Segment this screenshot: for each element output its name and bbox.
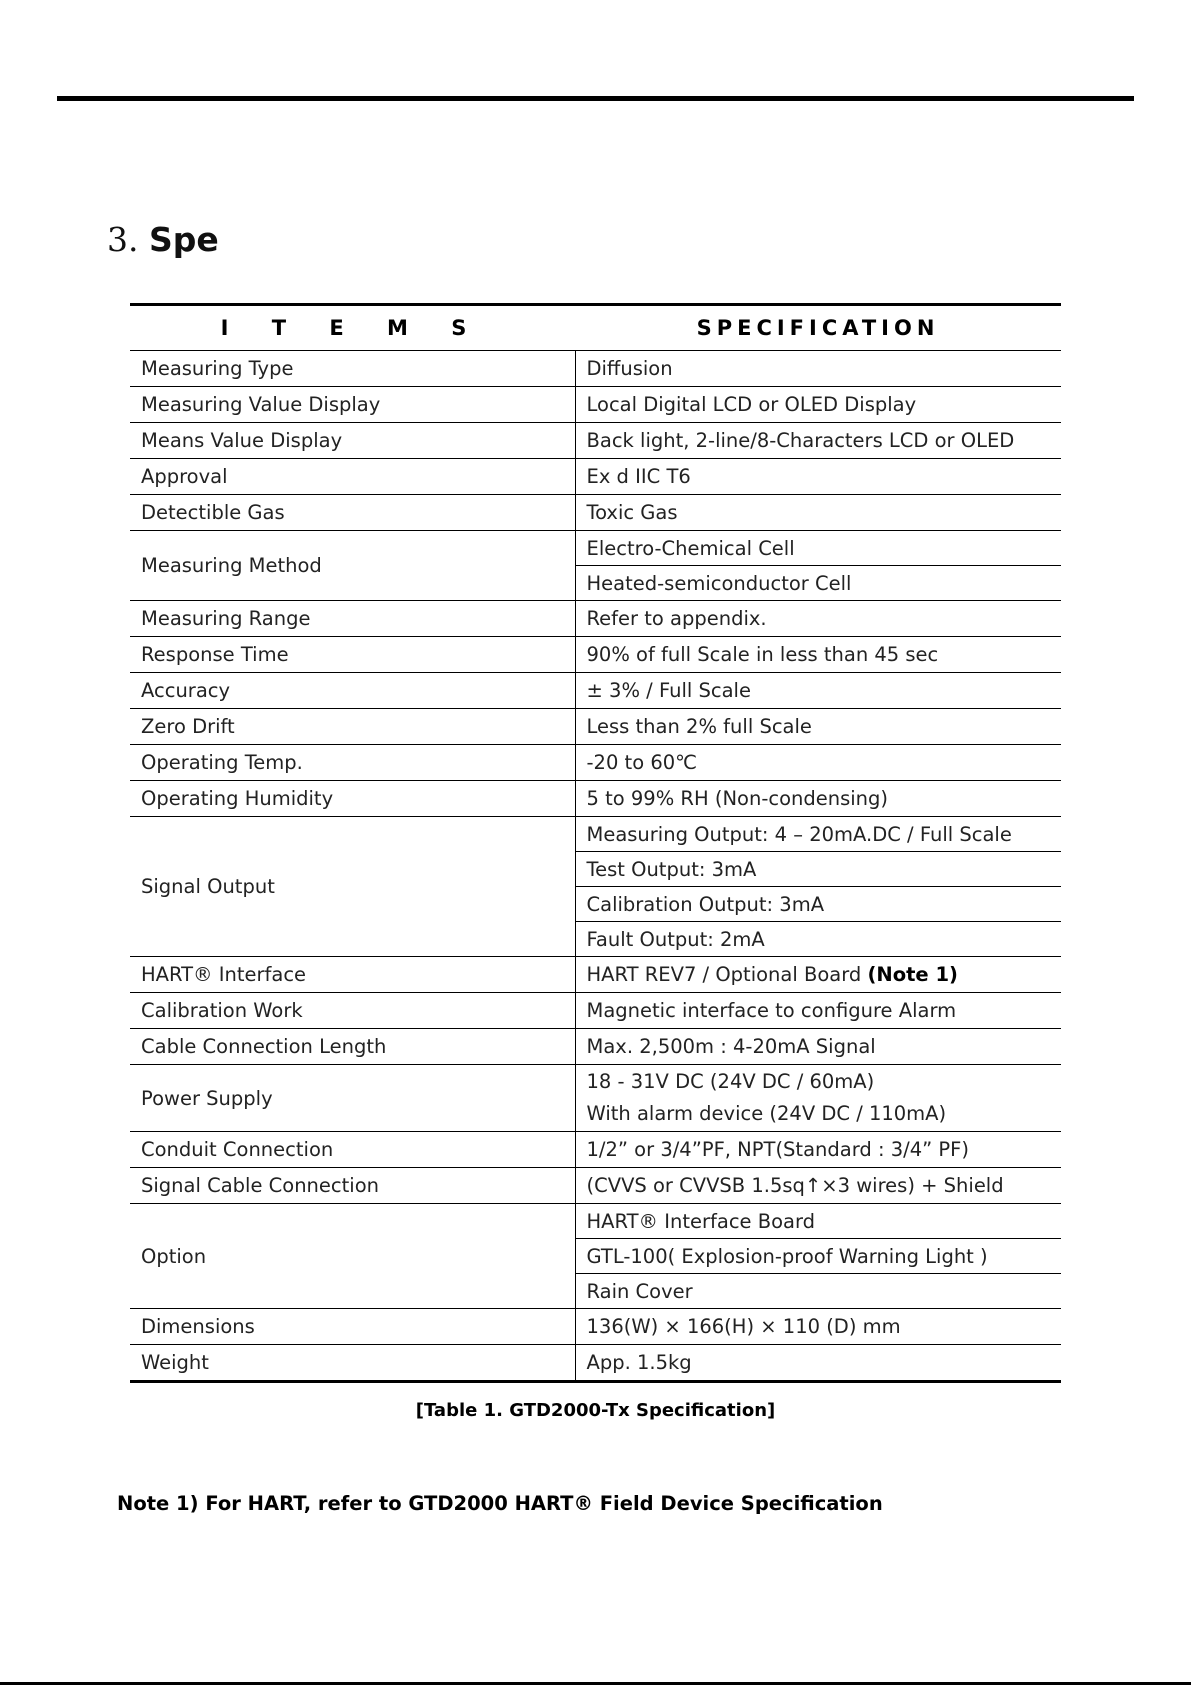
table-row: [130, 745, 1061, 781]
spec-text: HART REV7 / Optional Board: [586, 963, 862, 986]
section-number: 3.: [107, 220, 139, 259]
spec-text: Back light, 2-line/8-Characters LCD or OLED: [586, 429, 1015, 452]
table-row: [130, 601, 1061, 637]
spec-cell: [575, 459, 1061, 495]
table-row: [130, 993, 1061, 1029]
spec-cell: [575, 817, 1061, 852]
table-row: [130, 637, 1061, 673]
note-reference: (Note 1): [867, 963, 958, 986]
item-cell: Detectible Gas: [130, 495, 575, 531]
table-row: [130, 423, 1061, 459]
spec-cell: [575, 709, 1061, 745]
header-items: I T E M S: [130, 305, 575, 351]
table-row: [130, 817, 1061, 852]
table-row: [130, 459, 1061, 495]
table-row: [130, 957, 1061, 993]
table-row: [130, 495, 1061, 531]
table-row: [130, 1309, 1061, 1345]
item-cell: Signal Cable Connection: [130, 1168, 575, 1204]
spec-line: With alarm device (24V DC / 110mA): [586, 1102, 947, 1125]
spec-cell: [575, 1309, 1061, 1345]
item-cell: Signal Output: [130, 817, 575, 957]
spec-text: Ex d IIC T6: [586, 465, 691, 488]
table-row: [130, 531, 1061, 566]
spec-cell: [575, 1029, 1061, 1065]
spec-text: GTL-100( Explosion-proof Warning Light ): [586, 1244, 988, 1268]
spec-text: Test Output: 3mA: [586, 857, 757, 881]
spec-text: Heated-semiconductor Cell: [586, 571, 852, 595]
spec-text: App. 1.5kg: [586, 1351, 692, 1374]
spec-text: 90% of full Scale in less than 45 sec: [586, 643, 939, 666]
table-row: [130, 673, 1061, 709]
section-heading: [107, 218, 219, 262]
spec-cell: [575, 1239, 1061, 1274]
spec-text: 1/2” or 3/4”PF, NPT(Standard : 3/4” PF): [586, 1138, 969, 1161]
spec-cell: [575, 495, 1061, 531]
spec-cell: [575, 1065, 1061, 1132]
table-row: [130, 709, 1061, 745]
spec-text: 5 to 99% RH (Non-condensing): [586, 787, 889, 810]
table-row: [130, 1345, 1061, 1382]
table-row: [130, 1204, 1061, 1239]
spec-text: Measuring Output: 4 – 20mA.DC / Full Scale: [586, 822, 1012, 846]
item-cell: Option: [130, 1204, 575, 1309]
item-cell: Approval: [130, 459, 575, 495]
spec-text: Less than 2% full Scale: [586, 715, 812, 738]
header-specification: SPECIFICATION: [575, 305, 1061, 351]
item-cell: Power Supply: [130, 1065, 575, 1132]
spec-text: Diffusion: [586, 357, 673, 380]
spec-text: Magnetic interface to configure Alarm: [586, 999, 957, 1022]
item-cell: Operating Humidity: [130, 781, 575, 817]
spec-cell: [575, 351, 1061, 387]
spec-text: ± 3% / Full Scale: [586, 679, 751, 702]
spec-text: Fault Output: 2mA: [586, 927, 765, 951]
spec-cell: [575, 1274, 1061, 1309]
item-cell: Measuring Method: [130, 531, 575, 601]
footnote: Note 1) For HART, refer to GTD2000 HART® Field Device Specification: [117, 1492, 883, 1515]
header-rule: [57, 96, 1134, 101]
table-row: [130, 351, 1061, 387]
table-row: [130, 1132, 1061, 1168]
spec-text: Rain Cover: [586, 1279, 693, 1303]
table-row: [130, 1029, 1061, 1065]
spec-line: 18 - 31V DC (24V DC / 60mA): [586, 1070, 875, 1093]
spec-cell: [575, 566, 1061, 601]
item-cell: Conduit Connection: [130, 1132, 575, 1168]
spec-text: (CVVS or CVVSB 1.5sq↑×3 wires) + Shield: [586, 1174, 1004, 1197]
spec-cell: [575, 852, 1061, 887]
spec-text: Max. 2,500m : 4-20mA Signal: [586, 1035, 876, 1058]
spec-text: Calibration Output: 3mA: [586, 892, 825, 916]
spec-cell: [575, 922, 1061, 957]
spec-cell: [575, 1168, 1061, 1204]
table-caption: [0, 1400, 1191, 1421]
spec-cell: [575, 423, 1061, 459]
item-cell: Measuring Value Display: [130, 387, 575, 423]
table-body: [130, 351, 1061, 1382]
spec-cell: [575, 957, 1061, 993]
spec-text: Local Digital LCD or OLED Display: [586, 393, 917, 416]
spec-cell: [575, 1345, 1061, 1382]
spec-cell: [575, 1132, 1061, 1168]
item-cell: Calibration Work: [130, 993, 575, 1029]
item-cell: Cable Connection Length: [130, 1029, 575, 1065]
spec-cell: [575, 673, 1061, 709]
table-row: [130, 781, 1061, 817]
spec-cell: [575, 1204, 1061, 1239]
item-cell: Response Time: [130, 637, 575, 673]
spec-text: Toxic Gas: [586, 501, 678, 524]
spec-cell: [575, 601, 1061, 637]
section-title: Spe: [149, 220, 219, 259]
item-cell: Measuring Type: [130, 351, 575, 387]
specification-table: [130, 303, 1061, 1383]
spec-text: -20 to 60℃: [586, 751, 698, 774]
item-cell: Weight: [130, 1345, 575, 1382]
spec-cell: [575, 993, 1061, 1029]
spec-cell: [575, 887, 1061, 922]
spec-text: 136(W) × 166(H) × 110 (D) mm: [586, 1315, 901, 1338]
spec-cell: [575, 531, 1061, 566]
table-row: [130, 1065, 1061, 1132]
item-cell: Zero Drift: [130, 709, 575, 745]
table-caption-text: [Table 1. GTD2000-Tx Specification]: [415, 1400, 776, 1421]
spec-cell: [575, 781, 1061, 817]
spec-cell: [575, 387, 1061, 423]
table-header-row: [130, 305, 1061, 351]
table-row: [130, 1168, 1061, 1204]
item-cell: Accuracy: [130, 673, 575, 709]
spec-cell: [575, 745, 1061, 781]
spec-cell: [575, 637, 1061, 673]
item-cell: Means Value Display: [130, 423, 575, 459]
spec-text: Electro-Chemical Cell: [586, 536, 795, 560]
spec-text: Refer to appendix.: [586, 607, 767, 630]
table-row: [130, 387, 1061, 423]
spec-text: HART® Interface Board: [586, 1209, 816, 1233]
item-cell: HART® Interface: [130, 957, 575, 993]
item-cell: Operating Temp.: [130, 745, 575, 781]
item-cell: Measuring Range: [130, 601, 575, 637]
item-cell: Dimensions: [130, 1309, 575, 1345]
